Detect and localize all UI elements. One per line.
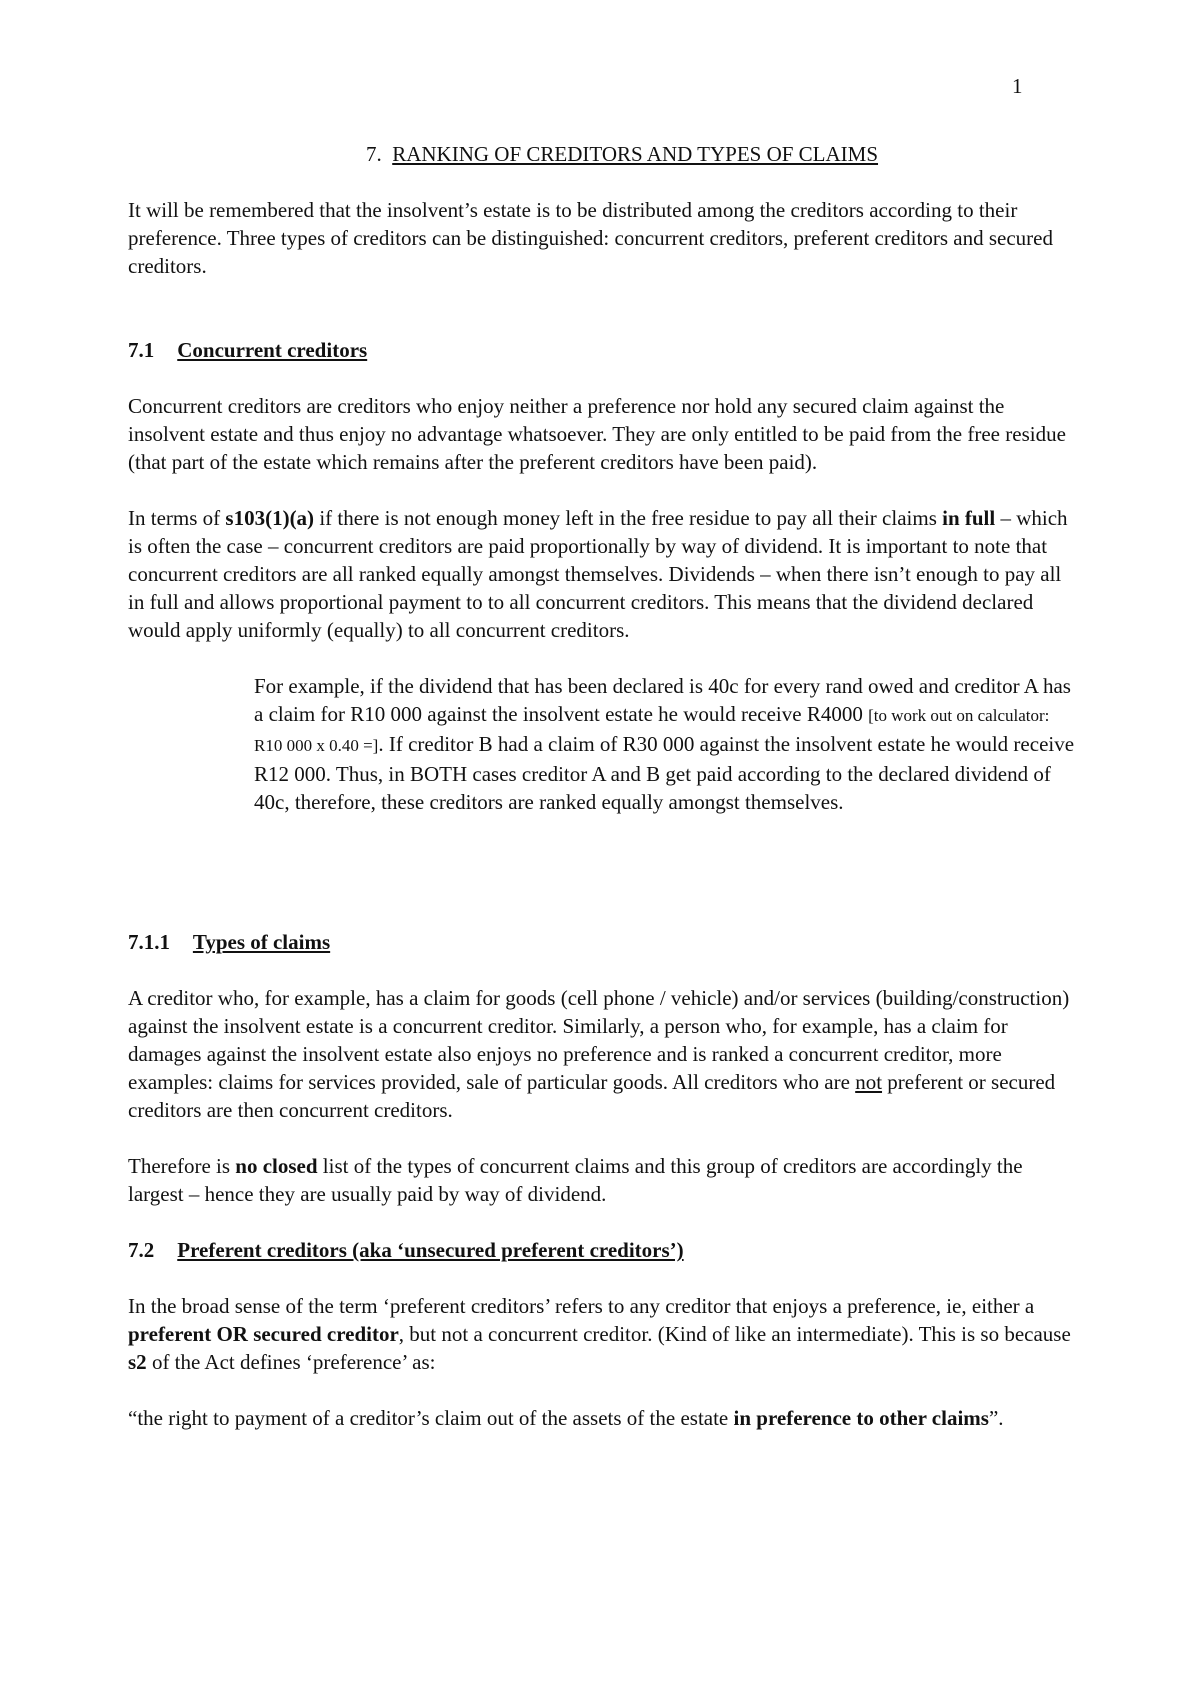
heading-title: Types of claims <box>192 930 331 954</box>
emphasis-text: in full <box>942 506 996 530</box>
text-run: list of the types of concurrent claims and this group of creditors are accordingly the largest – hence they are usually paid by way of dividend. <box>128 1154 1023 1206</box>
section-reference: s2 <box>128 1350 147 1374</box>
text-run: of the Act defines ‘preference’ as: <box>146 1350 436 1374</box>
title-text: RANKING OF CREDITORS AND TYPES OF CLAIMS <box>392 142 879 166</box>
text-run: In terms of <box>128 506 226 530</box>
preference-quote <box>128 1404 1080 1432</box>
text-run: – which is often the case – concurrent creditors are paid proportionally by way of dividend. It is important to note that concurrent creditors are all ranked equally amongst themselves. Dividends – when there isn’t enough to pay all in full and allows proportional payment to to all concurrent creditors. This means that the dividend declared would apply uniformly (equally) to all concurrent creditors. <box>128 506 1068 642</box>
emphasis-text: in preference to other claims <box>733 1406 989 1430</box>
types-of-claims-paragraph <box>128 984 1080 1124</box>
text-run: . If creditor B had a claim of R30 000 against the insolvent estate he would receive R12 000. Thus, in BOTH cases creditor A and B get paid according to the declared dividend of 40c, therefore, these creditors are ranked equally amongst themselves. <box>254 732 1075 814</box>
page-number: 1 <box>1012 74 1023 98</box>
concurrent-definition-paragraph: Concurrent creditors are creditors who enjoy neither a preference nor hold any secured claim against the insolvent estate and thus enjoy no advantage whatsoever. They are only entitled to be paid from the free residue (that part of the estate which remains after the preferent creditors have been paid). <box>128 394 1066 474</box>
emphasis-text: preferent OR secured creditor <box>128 1322 399 1346</box>
text-run: A creditor who, for example, has a claim for goods (cell phone / vehicle) and/or services (building/construction) against the insolvent estate is a concurrent creditor. Similarly, a person who, for example, has a claim for damages against the insolvent estate also enjoys no preference and is ranked a concurrent creditor, more examples: claims for services provided, sale of particular goods. All creditors who are <box>128 986 1070 1094</box>
calculator-note: [to work out on calculator: R10 000 x 0.40 =] <box>254 706 1050 755</box>
heading-concurrent-creditors <box>128 336 1080 364</box>
heading-title: Preferent creditors (aka ‘unsecured preferent creditors’) <box>177 1238 684 1262</box>
text-run: preferent or secured creditors are then concurrent creditors. <box>128 1070 1056 1122</box>
heading-number: 7.2 <box>128 1238 155 1262</box>
text-run: For example, if the dividend that has been declared is 40c for every rand owed and creditor A has a claim for R10 000 against the insolvent estate he would receive R4000 <box>254 674 1071 726</box>
preferent-definition-paragraph <box>128 1292 1080 1376</box>
heading-number: 7.1.1 <box>128 930 170 954</box>
closed-list-paragraph <box>128 1152 1080 1208</box>
underlined-text: not <box>855 1070 883 1094</box>
emphasis-text: no closed <box>235 1154 318 1178</box>
section-reference: s103(1)(a) <box>225 506 315 530</box>
intro-paragraph: It will be remembered that the insolvent’s estate is to be distributed among the creditors according to their preference. Three types of creditors can be distinguished: concurrent creditors, preferent creditors and secured creditors. <box>128 198 1053 278</box>
heading-preferent-creditors <box>128 1236 1080 1264</box>
heading-types-of-claims <box>128 928 1080 956</box>
document-title <box>128 140 1080 168</box>
dividend-example-paragraph <box>254 672 1080 816</box>
text-run: Therefore is <box>128 1154 236 1178</box>
dividend-paragraph <box>128 504 1080 644</box>
text-run: In the broad sense of the term ‘preferent creditors’ refers to any creditor that enjoys a preference, ie, either a <box>128 1294 1035 1318</box>
heading-number: 7.1 <box>128 338 155 362</box>
title-number: 7. <box>365 142 382 166</box>
text-run: ”. <box>988 1406 1004 1430</box>
heading-title: Concurrent creditors <box>177 338 368 362</box>
text-run: “the right to payment of a creditor’s claim out of the assets of the estate <box>128 1406 734 1430</box>
text-run: if there is not enough money left in the free residue to pay all their claims <box>314 506 943 530</box>
text-run: , but not a concurrent creditor. (Kind of like an intermediate). This is so because <box>398 1322 1071 1346</box>
document-body <box>128 140 1080 1432</box>
